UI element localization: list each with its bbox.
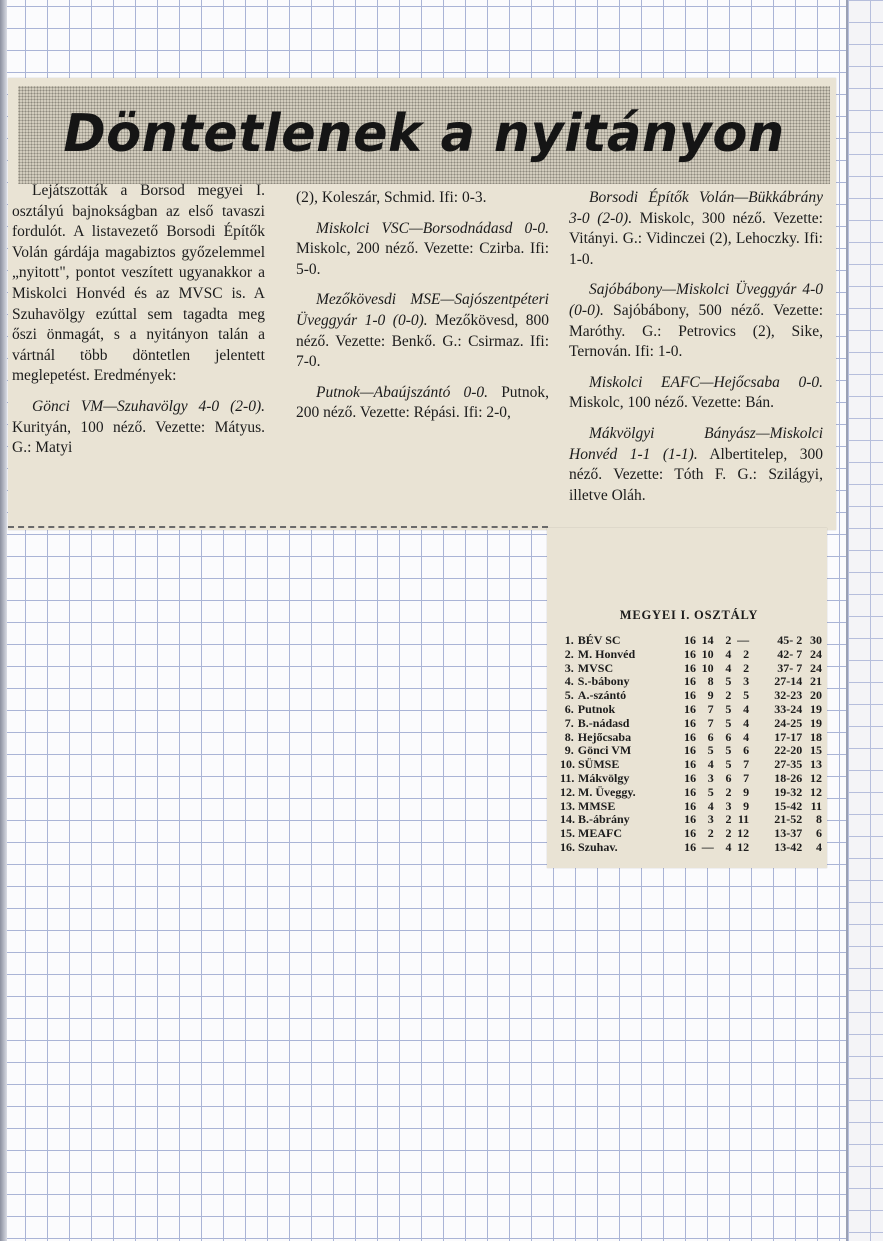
standings-goals: 18-26 — [774, 770, 803, 785]
notebook-binding-edge — [0, 0, 7, 1241]
standings-goals: 37- 7 — [777, 660, 803, 675]
standings-position: 11. — [560, 770, 575, 785]
standings-title: MEGYEI I. OSZTÁLY — [619, 608, 759, 622]
standings-position: 10. — [560, 757, 575, 772]
standings-won: 5 — [707, 743, 714, 758]
standings-lost: 11 — [737, 812, 750, 827]
standings-drawn: 4 — [725, 839, 732, 854]
standings-row — [560, 675, 822, 689]
standings-lost: 7 — [743, 770, 750, 785]
standings-position: 5. — [564, 688, 574, 703]
standings-team: Mákvölgy — [578, 770, 630, 785]
standings-drawn: 6 — [725, 729, 732, 744]
match-result — [12, 397, 265, 459]
standings-played: 16 — [683, 729, 696, 744]
standings-row — [560, 744, 822, 758]
match-details: Kurityán, 100 néző. Vezette: Mátyus. G.: Matyi — [12, 418, 265, 457]
standings-table — [560, 634, 822, 855]
standings-team: Gönci VM — [577, 743, 632, 758]
standings-played: 16 — [683, 660, 696, 675]
standings-goals: 32-23 — [774, 688, 803, 703]
standings-points: 21 — [809, 674, 822, 689]
standings-won: 8 — [707, 674, 714, 689]
standings-won: 3 — [707, 812, 714, 827]
standings-position: 4. — [564, 674, 574, 689]
standings-team: B.-ábrány — [578, 812, 630, 827]
standings-lost: 9 — [743, 798, 750, 813]
standings-played: 16 — [684, 812, 697, 827]
standings-goals: 15-42 — [774, 798, 803, 813]
standings-team: SÜMSE — [578, 757, 620, 772]
standings-played: 16 — [684, 784, 697, 799]
standings-won: 3 — [707, 770, 714, 785]
standings-played: 16 — [683, 701, 696, 716]
standings-points: 20 — [809, 688, 822, 703]
match-teams: Mákvölgyi Bányász—Miskolci Honvéd 1-1 (1-1). — [569, 424, 823, 463]
standings-position: 12. — [560, 784, 575, 799]
standings-played: 16 — [684, 839, 697, 854]
clipping-cut-line — [8, 526, 548, 528]
standings-drawn: 4 — [725, 646, 732, 661]
match-teams: Borsodi Építők Volán—Bükkábrány 3-0 (2-0). — [569, 189, 823, 227]
standings-drawn: 5 — [725, 715, 732, 730]
standings-drawn: 2 — [725, 812, 732, 827]
match-result — [296, 219, 549, 281]
match-details: Miskolc, 200 néző. Vezette: Czirba. Ifi: 5-0. — [296, 240, 549, 278]
standings-lost: 3 — [743, 674, 750, 689]
standings-team: Putnok — [577, 701, 616, 716]
article-column-3 — [569, 188, 823, 516]
standings-points: 30 — [809, 633, 822, 647]
standings-lost: 7 — [743, 757, 750, 772]
standings-team: MEAFC — [578, 826, 622, 841]
standings-points: 13 — [809, 757, 822, 772]
standings-played: 16 — [683, 633, 696, 647]
standings-lost: 2 — [743, 646, 750, 661]
standings-team: Hejőcsaba — [577, 729, 632, 744]
match-result — [296, 383, 549, 424]
standings-lost: 12 — [737, 826, 750, 841]
standings-points: 24 — [809, 660, 822, 675]
match-details: Mezőkövesd, 800 néző. Vezette: Benkő. G.: Csirmaz. Ifi: 7-0. — [296, 311, 549, 371]
standings-played: 16 — [683, 743, 696, 758]
match-teams: Miskolci VSC—Borsodnádasd 0-0. — [316, 219, 549, 237]
standings-points: 12 — [809, 770, 822, 785]
article-column-1 — [12, 181, 265, 469]
standings-lost: 6 — [743, 743, 750, 758]
standings-drawn: 3 — [725, 798, 732, 813]
match-details: Miskolc, 100 néző. Vezette: Bán. — [569, 394, 775, 412]
standings-row — [560, 731, 822, 745]
standings-goals: 21-52 — [774, 812, 803, 827]
standings-goals: 13-37 — [774, 826, 803, 841]
standings-goals: 42- 7 — [777, 646, 803, 661]
standings-points: 15 — [809, 743, 822, 758]
standings-goals: 33-24 — [774, 701, 803, 716]
standings-points: 24 — [809, 646, 822, 661]
standings-won: 4 — [707, 757, 714, 772]
match-result — [569, 373, 823, 414]
standings-won: 2 — [707, 826, 714, 841]
standings-row — [560, 827, 822, 841]
standings-team: M. Honvéd — [577, 646, 636, 661]
standings-goals: 19-32 — [774, 784, 803, 799]
standings-drawn: 2 — [725, 784, 732, 799]
article-headline: Döntetlenek a nyitányon — [63, 104, 785, 164]
standings-lost: 12 — [737, 839, 750, 854]
standings-played: 16 — [684, 826, 697, 841]
standings-position: 8. — [564, 729, 574, 744]
standings-drawn: 6 — [725, 770, 732, 785]
match-teams: Mezőkövesdi MSE—Sajószentpéteri Üveggyár 1-0 (0-0). — [296, 291, 549, 329]
match-teams: Putnok—Abaújszántó 0-0. — [316, 383, 489, 401]
standings-played: 16 — [684, 770, 697, 785]
standings-won: 14 — [701, 633, 714, 647]
standings-row — [560, 786, 822, 800]
standings-row — [560, 813, 822, 827]
headline-band — [18, 86, 830, 184]
standings-goals: 27-14 — [774, 674, 803, 689]
standings-position: 14. — [560, 812, 575, 827]
standings-played: 16 — [683, 688, 696, 703]
standings-team: M. Üveggy. — [578, 784, 636, 799]
standings-played: 16 — [684, 757, 697, 772]
standings-points: 18 — [809, 729, 822, 744]
standings-lost: 4 — [743, 729, 750, 744]
standings-won: 10 — [701, 646, 714, 661]
standings-won: — — [701, 839, 714, 854]
standings-drawn: 5 — [725, 674, 732, 689]
standings-row — [560, 703, 822, 717]
match-details-continued: (2), Koleszár, Schmid. Ifi: 0-3. — [296, 189, 487, 206]
standings-drawn: 5 — [725, 743, 732, 758]
standings-lost: — — [737, 633, 750, 647]
standings-lost: 4 — [743, 701, 750, 716]
standings-goals: 45- 2 — [777, 633, 803, 647]
standings-team: Szuhav. — [578, 839, 618, 854]
standings-team: S.-bábony — [577, 674, 630, 689]
match-teams: Miskolci EAFC—Hejőcsaba 0-0. — [589, 373, 823, 391]
standings-points: 19 — [809, 701, 822, 716]
next-page-edge — [846, 0, 883, 1241]
standings-position: 16. — [560, 839, 575, 854]
standings-played: 16 — [683, 715, 696, 730]
match-details: Miskolc, 300 néző. Vezette: Vitányi. G.: Vidinczei (2), Lehoczky. Ifi: 1-0. — [569, 209, 823, 268]
standings-team: BÉV SC — [577, 633, 621, 647]
standings-points: 11 — [810, 798, 822, 813]
standings-row — [560, 758, 822, 772]
standings-points: 6 — [815, 826, 822, 841]
standings-position: 1. — [564, 633, 574, 647]
standings-drawn: 4 — [725, 660, 732, 675]
match-teams: Sajóbábony—Miskolci Üveggyár 4-0 (0-0). — [569, 281, 823, 319]
standings-played: 16 — [683, 646, 696, 661]
standings-goals: 24-25 — [774, 715, 803, 730]
standings-team: MMSE — [578, 798, 616, 813]
standings-lost: 5 — [743, 688, 750, 703]
article-intro: Lejátszották a Borsod megyei I. osztályú bajnokságban az első tavaszi fordulót. A listavezető Borsodi Építők Volán gárdája magabiztos győzelemmel „nyitott", pontot veszített ugyanakkor a Miskolci Honvéd és az MVSC is. A Szuhavölgy ezúttal sem tagadta meg őszi önmagát, s a nyitányon talán a vártnál több döntetlen jelentett meglepetést. Eredmények: — [12, 182, 265, 385]
standings-points: 19 — [809, 715, 822, 730]
standings-goals: 27-35 — [774, 757, 803, 772]
standings-lost: 2 — [743, 660, 750, 675]
match-result — [569, 188, 823, 270]
standings-won: 7 — [707, 715, 714, 730]
match-result — [569, 424, 823, 506]
standings-drawn: 2 — [725, 633, 732, 647]
match-result — [569, 280, 823, 362]
standings-team: B.-nádasd — [577, 715, 630, 730]
standings-position: 13. — [560, 798, 575, 813]
standings-drawn: 2 — [725, 688, 732, 703]
standings-drawn: 5 — [725, 757, 732, 772]
standings-points: 12 — [809, 784, 822, 799]
standings-won: 5 — [707, 784, 714, 799]
standings-played: 16 — [684, 798, 697, 813]
match-details: Putnok, 200 néző. Vezette: Répási. Ifi: 2-0, — [296, 383, 549, 422]
standings-row — [560, 689, 822, 703]
standings-position: 15. — [560, 826, 575, 841]
standings-drawn: 2 — [725, 826, 732, 841]
standings-goals: 13-42 — [774, 839, 803, 854]
standings-lost: 4 — [743, 715, 750, 730]
standings-played: 16 — [683, 674, 696, 689]
standings-position: 3. — [564, 660, 574, 675]
standings-position: 2. — [564, 646, 574, 661]
standings-team: MVSC — [577, 660, 614, 675]
standings-position: 7. — [564, 715, 574, 730]
standings-won: 10 — [701, 660, 714, 675]
match-teams: Gönci VM—Szuhavölgy 4-0 (2-0). — [32, 397, 265, 415]
standings-row — [560, 800, 822, 814]
match-details: Albertitelep, 300 néző. Vezette: Tóth F. G.: Szilágyi, illetve Oláh. — [569, 445, 823, 504]
standings-won: 4 — [707, 798, 714, 813]
standings-points: 8 — [815, 812, 822, 827]
standings-row — [560, 841, 822, 855]
article-column-2 — [296, 188, 549, 434]
standings-team: A.-szántó — [577, 688, 627, 703]
standings-won: 6 — [707, 729, 714, 744]
standings-goals: 22-20 — [774, 743, 803, 758]
match-result — [296, 290, 549, 372]
standings-drawn: 5 — [725, 701, 732, 716]
standings-points: 4 — [815, 839, 822, 854]
standings-row — [560, 717, 822, 731]
standings-row — [560, 772, 822, 786]
standings-goals: 17-17 — [774, 729, 803, 744]
standings-position: 9. — [564, 743, 574, 758]
standings-position: 6. — [564, 701, 574, 716]
standings-row — [560, 634, 822, 648]
standings-lost: 9 — [743, 784, 750, 799]
standings-row — [560, 662, 822, 676]
match-details: Sajóbábony, 500 néző. Vezette: Maróthy. G.: Petrovics (2), Sike, Ternován. Ifi: 1-0. — [569, 301, 823, 361]
standings-row — [560, 648, 822, 662]
standings-won: 9 — [707, 688, 714, 703]
standings-won: 7 — [707, 701, 714, 716]
